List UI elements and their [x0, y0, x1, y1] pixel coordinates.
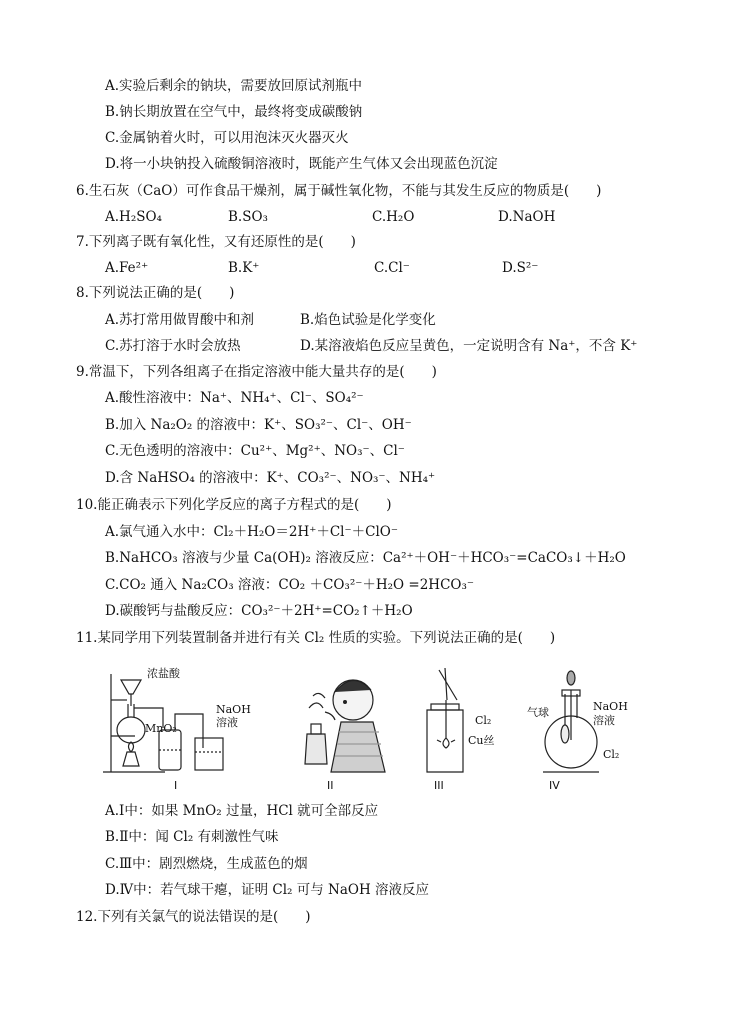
- label-naoh-2: NaOH: [593, 700, 628, 713]
- q5-option-c: C.金属钠着火时，可以用泡沫灭火器灭火: [105, 130, 349, 146]
- q9-option-c: C.无色透明的溶液中：Cu²⁺、Mg²⁺、NO₃⁻、Cl⁻: [105, 443, 405, 459]
- label-cl2-iv: Cl₂: [603, 748, 620, 761]
- q9-stem: 9.常温下，下列各组离子在指定溶液中能大量共存的是( ): [76, 364, 437, 380]
- apparatus-iii-drawing: [427, 668, 463, 772]
- q9-option-b: B.加入 Na₂O₂ 的溶液中：K⁺、SO₃²⁻、Cl⁻、OH⁻: [105, 417, 412, 433]
- q7-option-b: B.K⁺: [228, 260, 260, 276]
- label-cu-wire: Cu丝: [468, 734, 495, 747]
- q7-stem: 7.下列离子既有氧化性，又有还原性的是( ): [76, 234, 356, 250]
- label-cl2-iii: Cl₂: [475, 714, 492, 727]
- q9-option-d: D.含 NaHSO₄ 的溶液中：K⁺、CO₃²⁻、NO₃⁻、NH₄⁺: [105, 470, 436, 486]
- label-naoh-1: NaOH: [216, 703, 251, 716]
- q10-option-b: B.NaHCO₃ 溶液与少量 Ca(OH)₂ 溶液反应：Ca²⁺＋OH⁻＋HCO₃⁻=CaCO₃↓＋H₂O: [105, 550, 626, 566]
- label-solution-1: 溶液: [216, 716, 238, 729]
- q10-option-d: D.碳酸钙与盐酸反应：CO₃²⁻＋2H⁺=CO₂↑＋H₂O: [105, 603, 413, 619]
- q10-option-c: C.CO₂ 通入 Na₂CO₃ 溶液：CO₂ ＋CO₃²⁻＋H₂O =2HCO₃⁻: [105, 577, 475, 593]
- q5-option-b: B.钠长期放置在空气中，最终将变成碳酸钠: [105, 104, 363, 120]
- figure-caption-ii: II: [327, 779, 334, 792]
- q6-option-c: C.H₂O: [372, 209, 415, 225]
- q5-option-a: A.实验后剩余的钠块，需要放回原试剂瓶中: [105, 78, 363, 94]
- q11-option-c: C.Ⅲ中：剧烈燃烧，生成蓝色的烟: [105, 856, 308, 872]
- apparatus-ii-drawing: [305, 680, 385, 772]
- q7-option-c: C.Cl⁻: [374, 260, 410, 276]
- label-mno2: MnO₂: [145, 722, 177, 735]
- figure-caption-iv: IV: [549, 779, 560, 792]
- q11-stem: 11.某同学用下列装置制备并进行有关 Cl₂ 性质的实验。下列说法正确的是( ): [76, 630, 556, 646]
- q7-option-d: D.S²⁻: [502, 260, 539, 276]
- q8-option-b: B.焰色试验是化学变化: [300, 312, 436, 328]
- q11-option-d: D.Ⅳ中：若气球干瘪，证明 Cl₂ 可与 NaOH 溶液反应: [105, 882, 430, 898]
- label-conc-hcl: 浓盐酸: [147, 667, 180, 680]
- q6-option-b: B.SO₃: [228, 209, 268, 225]
- figure-caption-i: I: [174, 779, 178, 792]
- label-solution-2: 溶液: [593, 714, 615, 727]
- q6-stem: 6.生石灰（CaO）可作食品干燥剂，属于碱性氧化物，不能与其发生反应的物质是( ): [76, 183, 602, 199]
- q6-option-a: A.H₂SO₄: [105, 209, 162, 225]
- label-balloon: 气球: [527, 706, 549, 719]
- q6-option-d: D.NaOH: [498, 209, 556, 225]
- q8-option-d: D.某溶液焰色反应呈黄色，一定说明含有 Na⁺，不含 K⁺: [300, 338, 638, 354]
- q8-stem: 8.下列说法正确的是( ): [76, 285, 235, 301]
- figure-caption-iii: III: [434, 779, 444, 792]
- apparatus-iv-drawing: [543, 671, 599, 772]
- q10-option-a: A.氯气通入水中：Cl₂＋H₂O＝2H⁺＋Cl⁻＋ClO⁻: [105, 524, 398, 540]
- q11-option-a: A.Ⅰ中：如果 MnO₂ 过量，HCl 就可全部反应: [105, 803, 379, 819]
- q9-option-a: A.酸性溶液中：Na⁺、NH₄⁺、Cl⁻、SO₄²⁻: [105, 390, 364, 406]
- q11-apparatus-figure: [95, 660, 655, 790]
- q8-option-c: C.苏打溶于水时会放热: [105, 338, 241, 354]
- q12-stem: 12.下列有关氯气的说法错误的是( ): [76, 909, 311, 925]
- q8-option-a: A.苏打常用做胃酸中和剂: [105, 312, 255, 328]
- q11-option-b: B.Ⅱ中：闻 Cl₂ 有刺激性气味: [105, 829, 279, 845]
- q10-stem: 10.能正确表示下列化学反应的离子方程式的是( ): [76, 497, 392, 513]
- q7-option-a: A.Fe²⁺: [105, 260, 149, 276]
- q5-option-d: D.将一小块钠投入硫酸铜溶液时，既能产生气体又会出现蓝色沉淀: [105, 156, 498, 172]
